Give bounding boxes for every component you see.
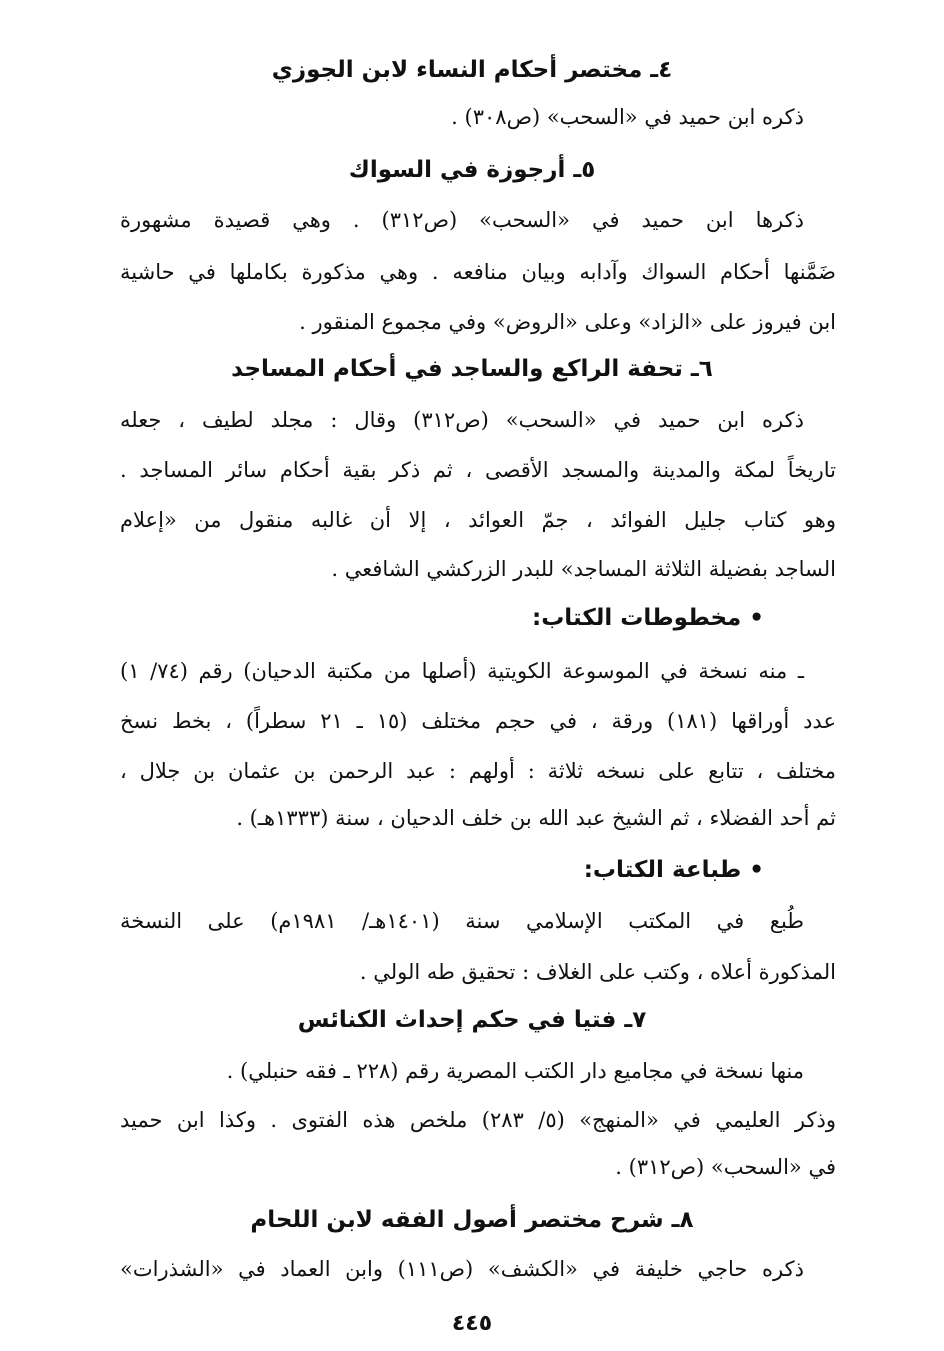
text-line: ذكره ابن حميد في «السحب» (ص٣١٢) وقال : مجلد لطيف ، جعله <box>120 408 804 432</box>
section-heading-7: ٧ـ فتيا في حكم إحداث الكنائس <box>297 1007 647 1033</box>
text-line: في «السحب» (ص٣١٢) . <box>615 1155 836 1179</box>
text-line: ذكره حاجي خليفة في «الكشف» (ص١١١) وابن العماد في «الشذرات» <box>120 1257 804 1281</box>
printing-subheading: • طباعة الكتاب: <box>583 857 764 883</box>
text-line: عدد أوراقها (١٨١) ورقة ، في حجم مختلف (١٥ ـ ٢١ سطراً) ، بخط نسخ <box>120 709 836 733</box>
text-line: ثم أحد الفضلاء ، ثم الشيخ عبد الله بن خلف الدحيان ، سنة (١٣٣٣هـ) . <box>236 806 836 830</box>
text-line: الساجد بفضيلة الثلاثة المساجد» للبدر الزركشي الشافعي . <box>331 557 836 581</box>
manuscripts-subheading: • مخطوطات الكتاب: <box>532 605 764 631</box>
text-line: وهو كتاب جليل الفوائد ، جمّ العوائد ، إلا أن غالبه منقول من «إعلام <box>120 508 836 532</box>
text-line: ذكره ابن حميد في «السحب» (ص٣٠٨) . <box>451 105 804 129</box>
text-line: طُبع في المكتب الإسلامي سنة (١٤٠١هـ/ ١٩٨١م) على النسخة <box>120 909 804 933</box>
section-heading-6: ٦ـ تحفة الراكع والساجد في أحكام المساجد <box>231 356 713 382</box>
text-line: ـ منه نسخة في الموسوعة الكويتية (أصلها من مكتبة الدحيان) رقم (٧٤/ ١) <box>120 659 804 683</box>
text-line: منها نسخة في مجاميع دار الكتب المصرية رقم (٢٢٨ ـ فقه حنبلي) . <box>226 1059 804 1083</box>
text-line: المذكورة أعلاه ، وكتب على الغلاف : تحقيق طه الولي . <box>359 960 836 984</box>
section-heading-8: ٨ـ شرح مختصر أصول الفقه لابن اللحام <box>250 1207 694 1233</box>
text-line: تاريخاً لمكة والمدينة والمسجد الأقصى ، ثم ذكر بقية أحكام سائر المساجد . <box>120 458 836 482</box>
section-heading-5: ٥ـ أرجوزة في السواك <box>348 157 596 183</box>
text-line: ضَمَّنها أحكام السواك وآدابه وبيان منافعه . وهي مذكورة بكاملها في حاشية <box>120 260 836 284</box>
page-number: ٤٤٥ <box>451 1311 493 1336</box>
section-heading-4: ٤ـ مختصر أحكام النساء لابن الجوزي <box>271 57 673 83</box>
text-line: وذكر العليمي في «المنهج» (٥/ ٢٨٣) ملخص هذه الفتوى . وكذا ابن حميد <box>120 1108 836 1132</box>
text-line: مختلف ، تتابع على نسخه ثلاثة : أولهم : عبد الرحمن بن عثمان بن جلال ، <box>120 759 836 783</box>
text-line: ابن فيروز على «الزاد» وعلى «الروض» وفي مجموع المنقور . <box>299 310 836 334</box>
text-line: ذكرها ابن حميد في «السحب» (ص٣١٢) . وهي قصيدة مشهورة <box>120 208 804 232</box>
